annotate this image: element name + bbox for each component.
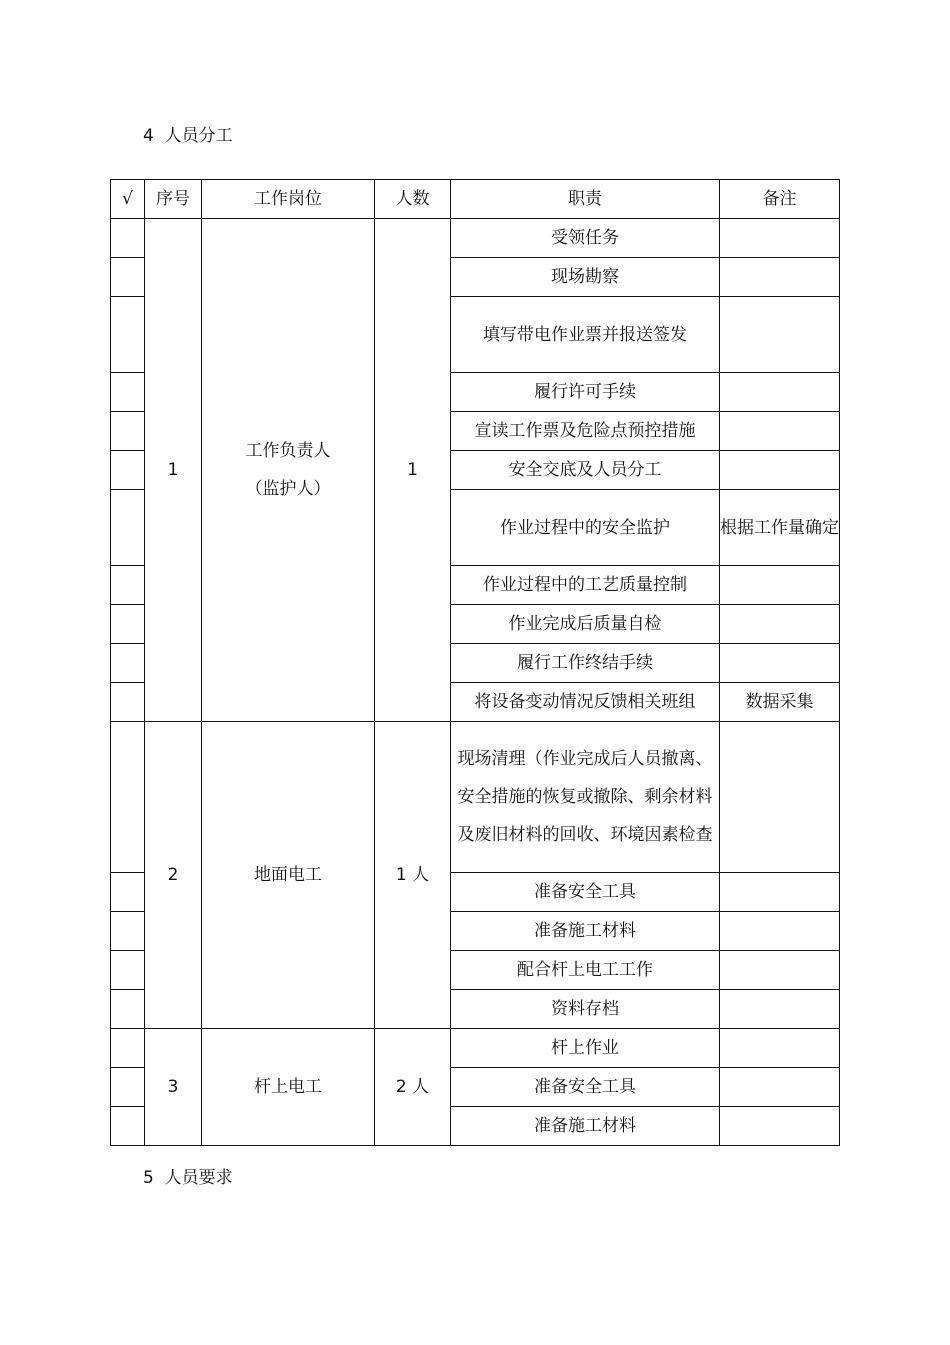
check-cell[interactable] — [111, 683, 145, 722]
check-cell[interactable] — [111, 1029, 145, 1068]
duty-cell: 准备施工材料 — [451, 1107, 720, 1146]
check-cell[interactable] — [111, 644, 145, 683]
post-cell: 地面电工 — [202, 722, 375, 1029]
check-cell[interactable] — [111, 373, 145, 412]
note-cell — [720, 566, 840, 605]
count-cell: 1 — [375, 219, 451, 722]
duty-cell: 作业完成后质量自检 — [451, 605, 720, 644]
check-cell[interactable] — [111, 258, 145, 297]
duty-cell: 资料存档 — [451, 990, 720, 1029]
staff-assignment-table — [110, 179, 840, 1146]
note-cell — [720, 873, 840, 912]
duty-cell: 安全交底及人员分工 — [451, 451, 720, 490]
check-cell[interactable] — [111, 490, 145, 566]
duty-cell: 准备安全工具 — [451, 873, 720, 912]
duty-cell: 准备施工材料 — [451, 912, 720, 951]
duty-cell: 配合杆上电工工作 — [451, 951, 720, 990]
note-cell — [720, 1029, 840, 1068]
check-cell[interactable] — [111, 219, 145, 258]
post-cell: 杆上电工 — [202, 1029, 375, 1146]
header-note: 备注 — [720, 180, 840, 219]
note-cell — [720, 722, 840, 873]
duty-cell: 履行许可手续 — [451, 373, 720, 412]
note-cell — [720, 644, 840, 683]
note-cell — [720, 990, 840, 1029]
duty-cell: 准备安全工具 — [451, 1068, 720, 1107]
duty-cell: 现场勘察 — [451, 258, 720, 297]
header-post: 工作岗位 — [202, 180, 375, 219]
note-cell — [720, 451, 840, 490]
header-count: 人数 — [375, 180, 451, 219]
header-check: √ — [111, 180, 145, 219]
table-row — [111, 1029, 840, 1068]
check-cell[interactable] — [111, 297, 145, 373]
check-cell[interactable] — [111, 722, 145, 873]
duty-cell: 宣读工作票及危险点预控措施 — [451, 412, 720, 451]
check-cell[interactable] — [111, 605, 145, 644]
check-cell[interactable] — [111, 951, 145, 990]
post-line: （监护人） — [245, 479, 331, 499]
table-row — [111, 722, 840, 873]
duty-cell: 填写带电作业票并报送签发 — [451, 297, 720, 373]
note-cell — [720, 951, 840, 990]
table-row — [111, 219, 840, 258]
note-cell: 数据采集 — [720, 683, 840, 722]
note-cell — [720, 412, 840, 451]
header-seq: 序号 — [145, 180, 202, 219]
check-cell[interactable] — [111, 1068, 145, 1107]
note-cell — [720, 605, 840, 644]
note-cell — [720, 1068, 840, 1107]
header-duty: 职责 — [451, 180, 720, 219]
check-cell[interactable] — [111, 451, 145, 490]
section-4-title: 4 人员分工 — [143, 126, 233, 146]
duty-cell: 受领任务 — [451, 219, 720, 258]
check-cell[interactable] — [111, 566, 145, 605]
note-cell — [720, 258, 840, 297]
table-header-row — [111, 180, 840, 219]
note-cell — [720, 373, 840, 412]
duty-cell: 履行工作终结手续 — [451, 644, 720, 683]
seq-cell: 2 — [145, 722, 202, 1029]
duty-cell: 现场清理（作业完成后人员撤离、安全措施的恢复或撤除、剩余材料及废旧材料的回收、环境因素检查 — [451, 722, 720, 873]
note-cell: 根据工作量确定 — [720, 490, 840, 566]
note-cell — [720, 912, 840, 951]
check-cell[interactable] — [111, 990, 145, 1029]
post-cell — [202, 219, 375, 722]
count-cell: 2 人 — [375, 1029, 451, 1146]
check-cell[interactable] — [111, 873, 145, 912]
duty-cell: 杆上作业 — [451, 1029, 720, 1068]
note-cell — [720, 1107, 840, 1146]
check-cell[interactable] — [111, 412, 145, 451]
note-cell — [720, 297, 840, 373]
count-cell: 1 人 — [375, 722, 451, 1029]
note-cell — [720, 219, 840, 258]
seq-cell: 1 — [145, 219, 202, 722]
duty-cell: 作业过程中的工艺质量控制 — [451, 566, 720, 605]
post-line: 工作负责人 — [245, 441, 331, 461]
section-5-title: 5 人员要求 — [143, 1168, 233, 1188]
check-cell[interactable] — [111, 1107, 145, 1146]
check-cell[interactable] — [111, 912, 145, 951]
seq-cell: 3 — [145, 1029, 202, 1146]
duty-cell: 作业过程中的安全监护 — [451, 490, 720, 566]
duty-cell: 将设备变动情况反馈相关班组 — [451, 683, 720, 722]
